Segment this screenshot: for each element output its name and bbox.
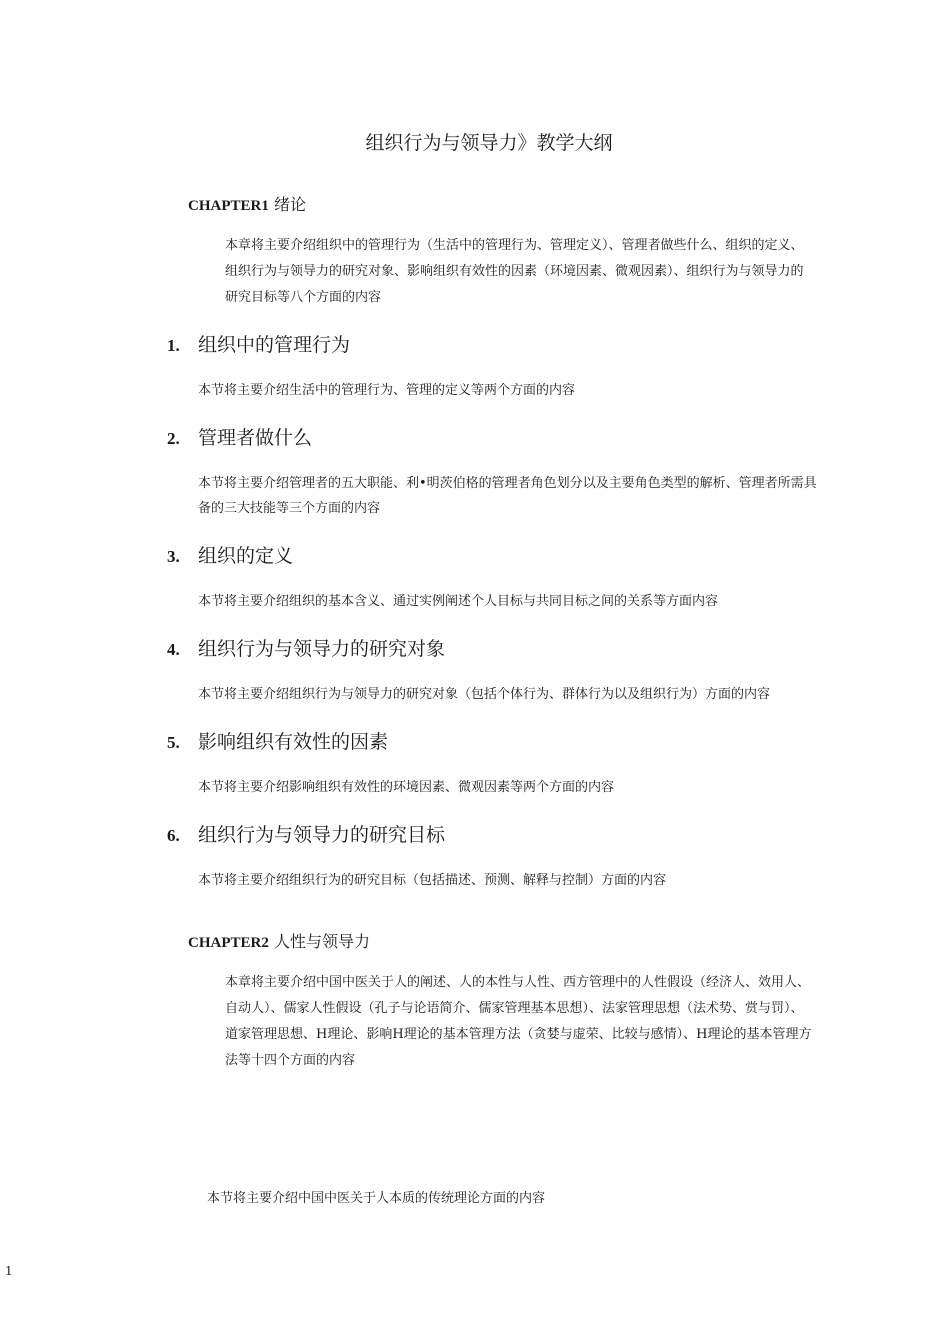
section-1-2-number: 2.: [167, 429, 180, 448]
section-1-3-summary: 本节将主要介绍组织的基本含义、通过实例阐述个人目标与共同目标之间的关系等方面内容: [198, 594, 719, 609]
section-1-4-number: 4.: [167, 640, 180, 659]
section-1-6-number: 6.: [167, 826, 180, 845]
section-1-1-number: 1.: [167, 336, 180, 355]
chapter-2-section-note: 本节将主要介绍中国中医关于人本质的传统理论方面的内容: [207, 1191, 546, 1206]
chapter-2-summary: 本章将主要介绍中国中医关于人的阐述、人的本性与人性、西方管理中的人性假设（经济人、效用人、自动人）、儒家人性假设（孔子与论语简介、儒家管理基本思想）、法家管理思想（法术势、赏与罚）、道家管理思想、H理论、影响H理论的基本管理方法（贪婪与虚荣、比较与感情）、H理论的基本管理方法等十四个方面的内容: [225, 975, 812, 1068]
section-1-6-title: 组织行为与领导力的研究目标: [198, 824, 446, 846]
section-1-2-title: 管理者做什么: [198, 427, 313, 449]
section-1-5-summary: 本节将主要介绍影响组织有效性的环境因素、微观因素等两个方面的内容: [198, 780, 615, 795]
section-1-4-summary: 本节将主要介绍组织行为与领导力的研究对象（包括个体行为、群体行为以及组织行为）方面的内容: [198, 687, 771, 702]
section-1-4-title: 组织行为与领导力的研究对象: [198, 638, 446, 660]
section-1-2-summary: 本节将主要介绍管理者的五大职能、利•明茨伯格的管理者角色划分以及主要角色类型的解析、管理者所需具备的三大技能等三个方面的内容: [198, 476, 817, 516]
section-1-1-title: 组织中的管理行为: [198, 334, 351, 356]
section-1-3-heading: [167, 541, 293, 568]
chapter-1-title: 绪论: [273, 195, 306, 214]
page-number: 1: [5, 1264, 13, 1278]
section-1-6-summary: 本节将主要介绍组织行为的研究目标（包括描述、预测、解释与控制）方面的内容: [198, 873, 667, 888]
chapter-1-summary: 本章将主要介绍组织中的管理行为（生活中的管理行为、管理定义）、管理者做些什么、组织的定义、组织行为与领导力的研究对象、影响组织有效性的因素（环境因素、微观因素）、组织行为与领导力的研究目标等八个方面的内容: [225, 238, 804, 305]
section-1-4-heading: [167, 634, 445, 661]
document-title: 组织行为与领导力》教学大纲: [365, 132, 613, 154]
chapter-2-label: CHAPTER2: [188, 935, 269, 951]
section-1-5-number: 5.: [167, 733, 180, 752]
chapter-1-label: CHAPTER1: [188, 198, 269, 214]
section-1-5-title: 影响组织有效性的因素: [198, 731, 389, 753]
section-1-6-heading: [167, 820, 445, 847]
section-1-5-heading: [167, 727, 388, 754]
section-1-3-title: 组织的定义: [198, 545, 294, 567]
chapter-2-heading: [188, 929, 370, 952]
chapter-2-title: 人性与领导力: [273, 932, 370, 951]
section-1-1-heading: [167, 330, 350, 357]
section-1-1-summary: 本节将主要介绍生活中的管理行为、管理的定义等两个方面的内容: [198, 383, 576, 398]
section-1-3-number: 3.: [167, 547, 180, 566]
chapter-1-heading: [188, 192, 306, 215]
section-1-2-heading: [167, 423, 312, 450]
